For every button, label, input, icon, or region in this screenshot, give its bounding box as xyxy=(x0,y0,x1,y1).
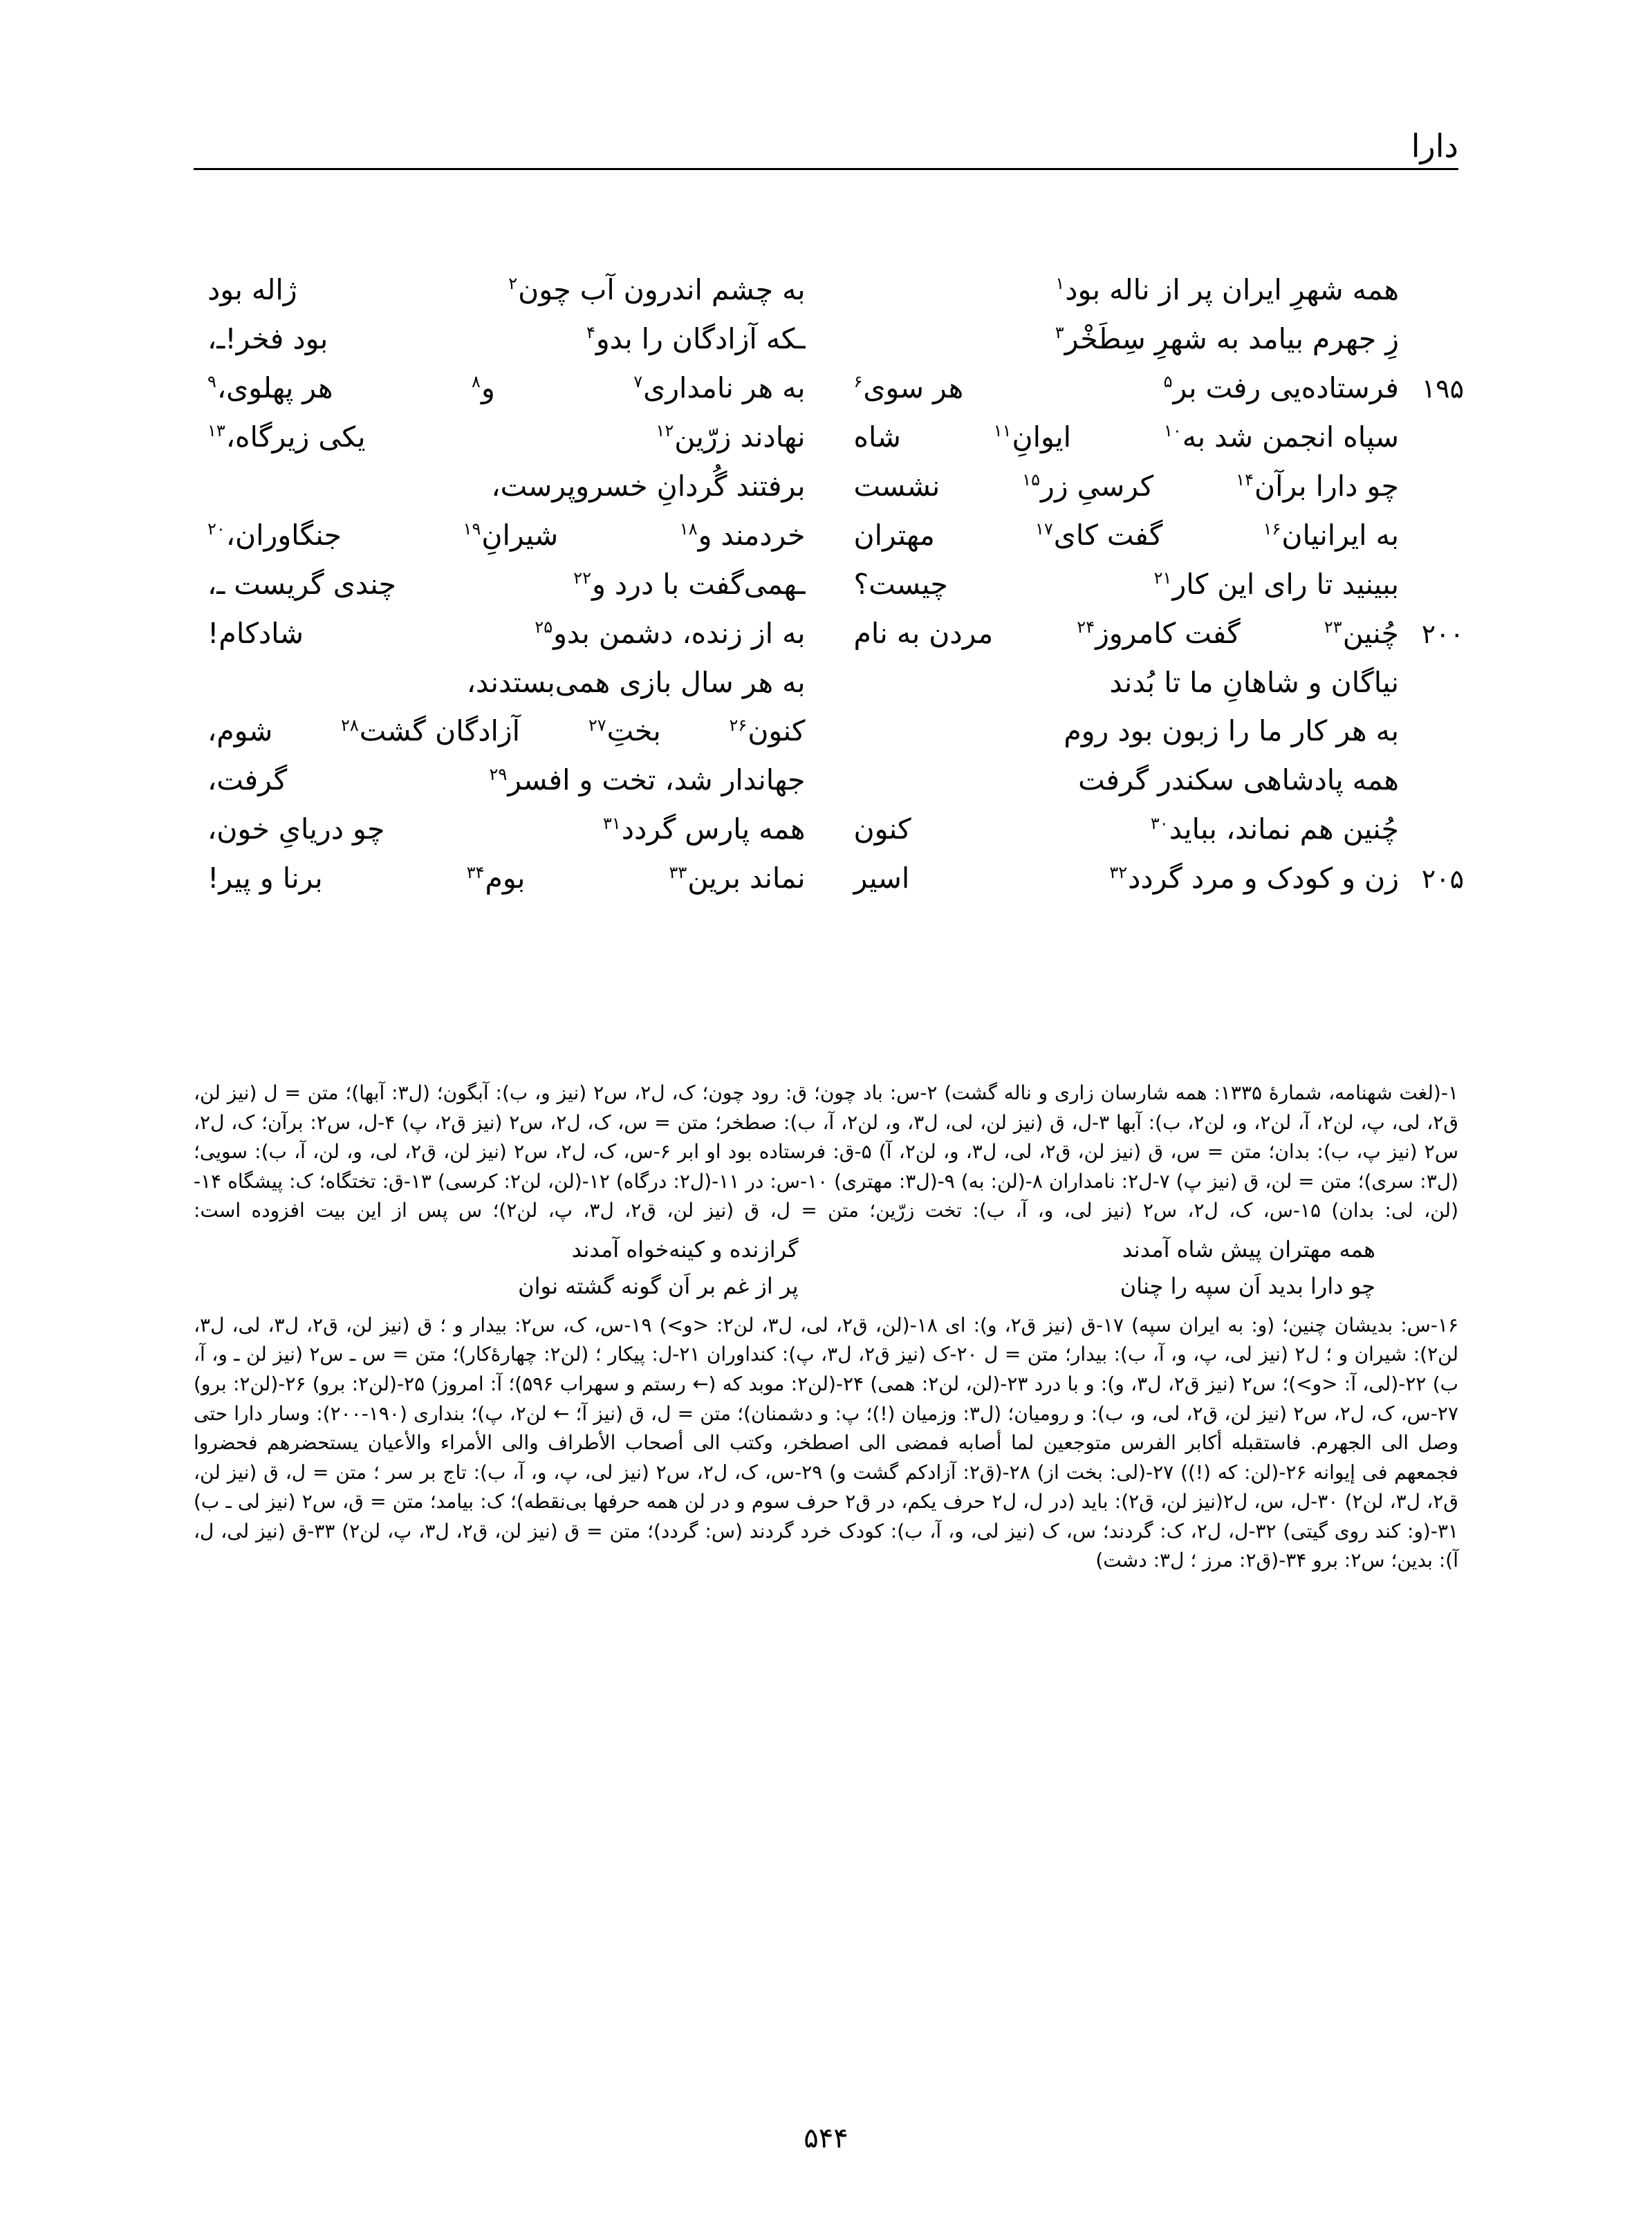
verse-couplet xyxy=(194,566,1458,604)
verse-fragment: اسیر xyxy=(853,861,910,895)
footnote-marker: ۱۰ xyxy=(1163,421,1182,441)
hemistich-left xyxy=(194,712,826,750)
verse-fragment: هر پهلوی،$^۹$ xyxy=(207,371,333,404)
footnote-marker: ۱۷ xyxy=(1035,519,1053,539)
verse-fragment: به چشم اندرون آب چون$^۲$ xyxy=(508,273,806,306)
verse-fragment: هر سوی$^۶$ xyxy=(853,371,964,404)
footnote-marker: ۳۳ xyxy=(669,862,687,882)
footnote-marker: ۱۹ xyxy=(463,519,481,539)
verse-fragment: فرستاده‌یی رفت بر$^۵$ xyxy=(1163,371,1399,404)
footnote-marker: ۲۲ xyxy=(573,568,592,588)
verse-fragment: شوم، xyxy=(207,714,273,748)
verse-couplet xyxy=(194,467,1458,505)
hemistich-right xyxy=(826,566,1459,604)
footnote-marker: ۲۵ xyxy=(535,617,553,637)
footnote-marker: ۳ xyxy=(1055,323,1064,343)
verse-fragment: زن و کودک و مرد گردد$^{۳۲}$ xyxy=(1109,861,1399,895)
hemistich-right xyxy=(826,369,1459,407)
verse-fragment: شاه xyxy=(853,420,901,454)
verse-fragment: ـکه آزادگان را بدو$^۴$ xyxy=(586,322,806,355)
verse-fragment: به هر سال بازی همی‌بستدند، xyxy=(466,665,806,699)
running-head-rule xyxy=(194,168,1458,170)
verse-fragment: ایوانِ$^{۱۱}$ xyxy=(993,420,1072,454)
verse-number: ۲۰۵ xyxy=(1421,864,1464,895)
verse-fragment: همه شهرِ ایران پر از ناله بود$^۱$ xyxy=(1055,273,1399,306)
footnote-marker: ۱۱ xyxy=(993,421,1012,441)
verse-fragment: شادکام! xyxy=(207,616,304,650)
verse-fragment: همه پارس گردد$^{۳۱}$ xyxy=(602,812,806,846)
hemistich-right xyxy=(826,418,1459,456)
footnote-marker: ۳۲ xyxy=(1109,862,1128,882)
footnote-marker: ۲۶ xyxy=(729,715,748,735)
footnote-inset-couplets xyxy=(194,1233,1458,1304)
footnote-marker: ۱ xyxy=(1055,274,1065,294)
hemistich-right xyxy=(826,810,1459,848)
hemistich-right xyxy=(826,271,1459,309)
verse-fragment: گفت کای$^{۱۷}$ xyxy=(1035,518,1163,552)
hemistich-right xyxy=(826,761,1459,799)
hemistich-right xyxy=(826,516,1459,555)
footnote-marker: ۸ xyxy=(472,372,481,392)
verse-fragment: چندی گریست ـ، xyxy=(207,567,397,601)
footnote-apparatus xyxy=(194,1079,1458,1577)
hemistich-right xyxy=(826,615,1459,653)
footnote-marker: ۷ xyxy=(633,372,643,392)
hemistich-left xyxy=(194,810,826,848)
verse-fragment: بود فخر!ـ، xyxy=(207,322,328,355)
footnote-marker: ۳۰ xyxy=(1150,813,1169,833)
verse-couplet xyxy=(194,418,1458,456)
footnote-marker: ۱۲ xyxy=(656,421,674,441)
verse-couplet xyxy=(194,859,1464,897)
verse-fragment: همه پادشاهی سکندر گرفت xyxy=(1078,763,1399,797)
hemistich-right xyxy=(826,859,1459,897)
verse-fragment: ببینید تا رای این کار$^{۲۱}$ xyxy=(1153,567,1399,601)
verse-fragment: چُنین$^{۲۳}$ xyxy=(1324,616,1399,650)
hemistich-right xyxy=(826,467,1459,505)
hemistich-left xyxy=(194,467,826,505)
folio-page-number: ۵۴۴ xyxy=(804,2123,848,2154)
verse-couplet xyxy=(194,516,1458,555)
hemistich-left xyxy=(194,320,826,358)
verse-fragment: چو دارا برآن$^{۱۴}$ xyxy=(1236,469,1399,503)
verse-fragment: نیاگان و شاهانِ ما تا بُدند xyxy=(1109,665,1399,699)
hemistich-left xyxy=(194,369,826,407)
verse-fragment: بختِ$^{۲۷}$ xyxy=(588,714,661,748)
footnote-marker: ۱۶ xyxy=(1263,519,1281,539)
footnote-marker: ۶ xyxy=(853,372,863,392)
verse-fragment: نشست xyxy=(853,469,940,503)
footnote-marker: ۳۴ xyxy=(466,862,485,882)
footnote-paragraph-2: ۱۶-س: بدیشان چنین؛ (و: به ایران سپه) ۱۷-ق (نیز ق۲، و): ای ۱۸-(لن، ق۲، لی، ل۳، لن۲: <و>) ۱۹-س، ک، س۲: بیدار و ؛ ق (نیز لن، ق۲، ل۳، لی، ل۳، لن۲): شیران و ؛ ل۲ (نیز لی، پ، و، آ، ب): بیدار؛ متن = ل ۲۰-ک (نیز ق۲، ل۳، پ): کنداوران ۲۱-ل: پیکار ؛ (لن۲: چهارهٔ‌کار)؛ متن = س ـ س۲ (نیز لن ـ و، آ، ب) ۲۲-(لی، آ: <و>)؛ س۲ (نیز ق۲، ل۳، و): و با درد ۲۳-(لن، لن۲: همی) ۲۴-(لن۲: موبد که (← رستم و سهراب ۵۹۶)؛ آ: امروز) ۲۵-(لن۲: برو) ۲۶-(لن۲: برو) ۲۷-س، ک، ل۲، س۲ (نیز لن، ق۲، لی، و، ب): و رومیان؛ (ل۳: وزمیان (!)؛ پ: و دشمنان)؛ متن = ل، ق (نیز آ؛ ← لن۲، پ)؛ بنداری (۱۹۰-۲۰۰): وسار دارا حتی وصل الی الجهرم. فاستقبله أکابر الفرس متوجعین لما أصابه فمضی الی اصطخر، وکتب الی أصحاب الأطراف والی الأمراء والأعیان یستحضرهم فحضروا فجمعهم فی إیوانه ۲۶-(لن: که (!)) ۲۷-(لی: بخت از) ۲۸-(ق۲: آزادکم گشت و) ۲۹-س، ک، ل۲، س۲ (نیز لی، پ، و، آ، ب): تاج بر سر ؛ متن = ل، ق (نیز لن، ق۲، ل۳، لن۲) ۳۰-ل، س، ل۲(نیز لن، ق۲): باید (در ل، ل۲ حرف یکم، در ق۲ حرف سوم و در لن همه حرفها بی‌نقطه)؛ ک: بیامد؛ متن = ق، س۲ (نیز لی ـ ب) ۳۱-(و: کند روی گیتی) ۳۲-ل، ل۲، ک: گردند؛ س، ک (نیز لی، و، آ، ب): کودک خرد گردند (س: گردد)؛ متن = ق (نیز لن، ق۲، ل۳، پ، لن۲) ۳۳-ق (نیز لی، ل، آ): بدین؛ س۲: برو ۳۴-(ق۲: مرز ؛ ل۳: دشت) xyxy=(194,1313,1459,1572)
verse-number: ۲۰۰ xyxy=(1421,618,1464,649)
footnote-marker: ۱۴ xyxy=(1236,470,1254,490)
verse-fragment: برفتند گُردانِ خسروپرست، xyxy=(491,469,806,503)
verse-fragment: چو دریایِ خون، xyxy=(207,812,385,846)
footnote-marker: ۹ xyxy=(207,372,216,392)
footnote-marker: ۲۷ xyxy=(588,715,606,735)
verse-fragment: چُنین هم نماند، بباید$^{۳۰}$ xyxy=(1150,812,1399,846)
hemistich-left xyxy=(194,615,826,653)
verse-fragment: به هر کار ما را زبون بود روم xyxy=(1064,714,1399,748)
running-head xyxy=(194,104,1458,180)
verse-fragment: کرسیِ زر$^{۱۵}$ xyxy=(1022,469,1154,503)
footnote-marker: ۵ xyxy=(1163,372,1173,392)
hemistich-left xyxy=(194,664,826,702)
verse-fragment: یکی زیرگاه،$^{۱۳}$ xyxy=(207,420,366,454)
verse-fragment: به از زنده، دشمن بدو$^{۲۵}$ xyxy=(535,616,806,650)
verse-fragment: مهتران xyxy=(853,518,935,552)
hemistich-right xyxy=(826,320,1459,358)
verse-couplet xyxy=(194,271,1458,309)
verse-fragment: بوم$^{۳۴}$ xyxy=(466,861,526,895)
verse-fragment: مردن به نام xyxy=(853,616,994,650)
verse-fragment: کنون$^{۲۶}$ xyxy=(729,714,806,748)
hemistich-left xyxy=(194,859,826,897)
verse-couplet xyxy=(194,320,1458,358)
verse-couplet xyxy=(194,664,1458,702)
verse-fragment: آزادگان گشت$^{۲۸}$ xyxy=(340,714,521,748)
footnote-marker: ۲۳ xyxy=(1324,617,1342,637)
verse-couplet xyxy=(194,810,1458,848)
footnote-marker: ۱۸ xyxy=(679,519,698,539)
verse-fragment: نهادند زرّین$^{۱۲}$ xyxy=(656,420,806,454)
verse-couplet xyxy=(194,615,1464,653)
verse-block xyxy=(194,271,1464,909)
verse-fragment: کنون xyxy=(853,812,911,846)
inset-hemistich-right: چو دارا بدید اَن سپه را چنان xyxy=(1120,1273,1375,1300)
verse-fragment: خردمند و$^{۱۸}$ xyxy=(679,518,806,552)
verse-fragment: و$^۸$ xyxy=(472,371,495,404)
verse-fragment: ژاله بود xyxy=(207,273,297,306)
verse-fragment: به هر نامداری$^۷$ xyxy=(633,371,806,404)
footnote-marker: ۴ xyxy=(586,323,595,343)
footnote-marker: ۲ xyxy=(508,274,518,294)
hemistich-left xyxy=(194,418,826,456)
hemistich-left xyxy=(194,516,826,555)
verse-couplet xyxy=(194,712,1458,750)
inset-hemistich-left: پر از غم بر اَن گونه گشته نوان xyxy=(518,1273,799,1300)
verse-fragment: برنا و پیر! xyxy=(207,861,323,895)
footnote-marker: ۲۸ xyxy=(340,715,359,735)
verse-fragment: گفت کامروز$^{۲۴}$ xyxy=(1077,616,1241,650)
footnote-marker: ۲۴ xyxy=(1077,617,1095,637)
verse-fragment: سپاه انجمن شد به$^{۱۰}$ xyxy=(1163,420,1399,454)
verse-couplet xyxy=(194,369,1464,407)
inset-couplet xyxy=(277,1269,1375,1304)
footnote-marker: ۲۹ xyxy=(489,764,508,784)
verse-number: ۱۹۵ xyxy=(1421,373,1464,404)
verse-couplet xyxy=(194,761,1458,799)
verse-fragment: زِ جهرم بیامد به شهرِ سِطَخْر$^۳$ xyxy=(1055,322,1399,355)
footnote-marker: ۱۳ xyxy=(207,421,225,441)
inset-hemistich-left: گرازنده و کینه‌خواه آمدند xyxy=(571,1236,799,1263)
verse-fragment: چیست؟ xyxy=(853,567,948,601)
footnote-marker: ۲۰ xyxy=(207,519,225,539)
footnote-marker: ۱۵ xyxy=(1022,470,1041,490)
running-head-title: دارا xyxy=(1411,127,1458,165)
verse-fragment: نماند برین$^{۳۳}$ xyxy=(669,861,806,895)
footnote-marker: ۲۱ xyxy=(1153,568,1172,588)
verse-fragment: شیرانِ$^{۱۹}$ xyxy=(463,518,559,552)
verse-fragment: به ایرانیان$^{۱۶}$ xyxy=(1263,518,1399,552)
verse-fragment: ـهمی‌گفت با درد و$^{۲۲}$ xyxy=(573,567,806,601)
hemistich-right xyxy=(826,712,1459,750)
footnote-paragraph-1: ۱-(لغت شهنامه، شمارهٔ ۱۳۳۵: همه شارسان زاری و ناله گشت) ۲-س: باد چون؛ ق: رود چون؛ ک، ل۲، س۲ (نیز و، ب): آبگون؛ (ل۳: آبها)؛ متن = ل (نیز لن، ق۲، لی، پ، لن۲، آ، لن۲، و، لن۲، ب): آبها ۳-ل، ق (نیز لن، لی، ل۳، و، لن۲، آ، ب): صطخر؛ متن = س، ک، ل۲، س۲ (نیز ق۲، پ) ۴-ل، س۲: برآن؛ ک، ل۲، س۲ (نیز پ، ب): بدان؛ متن = س، ق (نیز لن، ق۲، لی، ل۳، و، لن۲، آ) ۵-ق: فرستاده بود او ابر ۶-س، ک، ل۲، س۲ (نیز لن، ق۲، لی، و، لن، آ، ب): سویی؛ (ل۳: سری)؛ متن = لن، ق (نیز پ) ۷-ل۲: نامداران ۸-(لن: به) ۹-(ل۳: مهتری) ۱۰-س: در ۱۱-(ل۲: درگاه) ۱۲-(لن، لن۲: کرسی) ۱۳-ق: تختگاه؛ ک: پیشگاه ۱۴-(لن، لی: بدان) ۱۵-س، ک، ل۲، س۲ (نیز لی، و، آ، ب): تخت زرّین؛ متن = ل، ق (نیز لن، ق۲، ل۳، پ، لن۲)؛ س پس از این بیت افزوده است: xyxy=(194,1081,1459,1222)
verse-fragment: جهاندار شد، تخت و افسر$^{۲۹}$ xyxy=(489,763,806,797)
inset-hemistich-right: همه مهتران پیش شاه آمدند xyxy=(1122,1236,1375,1263)
footnote-marker: ۳۱ xyxy=(602,813,621,833)
hemistich-right xyxy=(826,664,1459,702)
hemistich-left xyxy=(194,566,826,604)
inset-couplet xyxy=(277,1233,1375,1267)
verse-fragment: گرفت، xyxy=(207,763,288,797)
hemistich-left xyxy=(194,271,826,309)
verse-fragment: جنگاوران،$^{۲۰}$ xyxy=(207,518,342,552)
hemistich-left xyxy=(194,761,826,799)
